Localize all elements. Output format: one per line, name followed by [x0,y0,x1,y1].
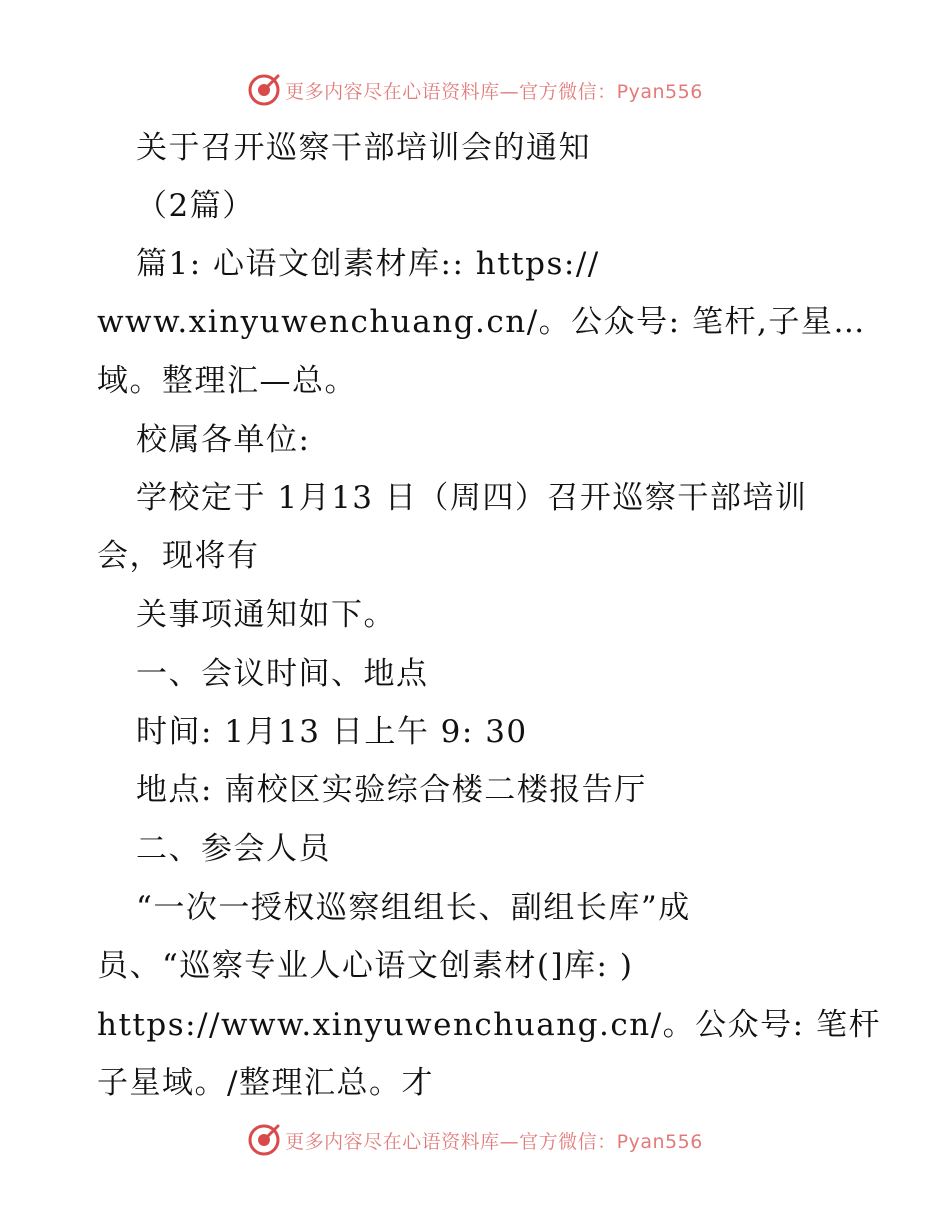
text-line: 关事项通知如下。 [136,597,396,633]
text-line: 子星域。/整理汇总。才 [97,1065,434,1101]
watermark-text: 更多内容尽在心语资料库—官方微信：Pyan556 [285,80,703,103]
notice-count: （2篇） [136,188,255,224]
text-line: 会，现将有 [97,538,260,574]
text-line: 学校定于 1月13 日（周四）召开巡察干部培训 [136,480,808,516]
section-heading: 一、会议时间、地点 [136,656,429,692]
text-line: 域。整理汇—总。 [97,363,357,399]
addressee: 校属各单位: [136,422,311,458]
text-line: 篇1: 心语文创素材库:: https:// [136,246,600,282]
text-line: https://www.xinyuwenchuang.cn/。公众号: 笔杆 [97,1007,881,1043]
notice-title: 关于召开巡察干部培训会的通知 [136,130,591,166]
watermark-logo-icon [247,1123,281,1157]
watermark-text: 更多内容尽在心语资料库—官方微信：Pyan556 [285,1130,703,1153]
text-line: www.xinyuwenchuang.cn/。公众号: 笔杆,子星… [97,304,866,340]
watermark-logo-icon [247,73,281,107]
meeting-location: 地点: 南校区实验综合楼二楼报告厅 [136,772,647,808]
footer-watermark-banner [0,1120,950,1160]
header-watermark-banner [0,70,950,110]
text-line: 员、“巡察专业人心语文创素材(]库: ) [97,948,634,984]
section-heading: 二、参会人员 [136,831,331,867]
meeting-time: 时间: 1月13 日上午 9: 30 [136,714,528,750]
text-line: “一次一授权巡察组组长、副组长库”成 [136,890,691,926]
